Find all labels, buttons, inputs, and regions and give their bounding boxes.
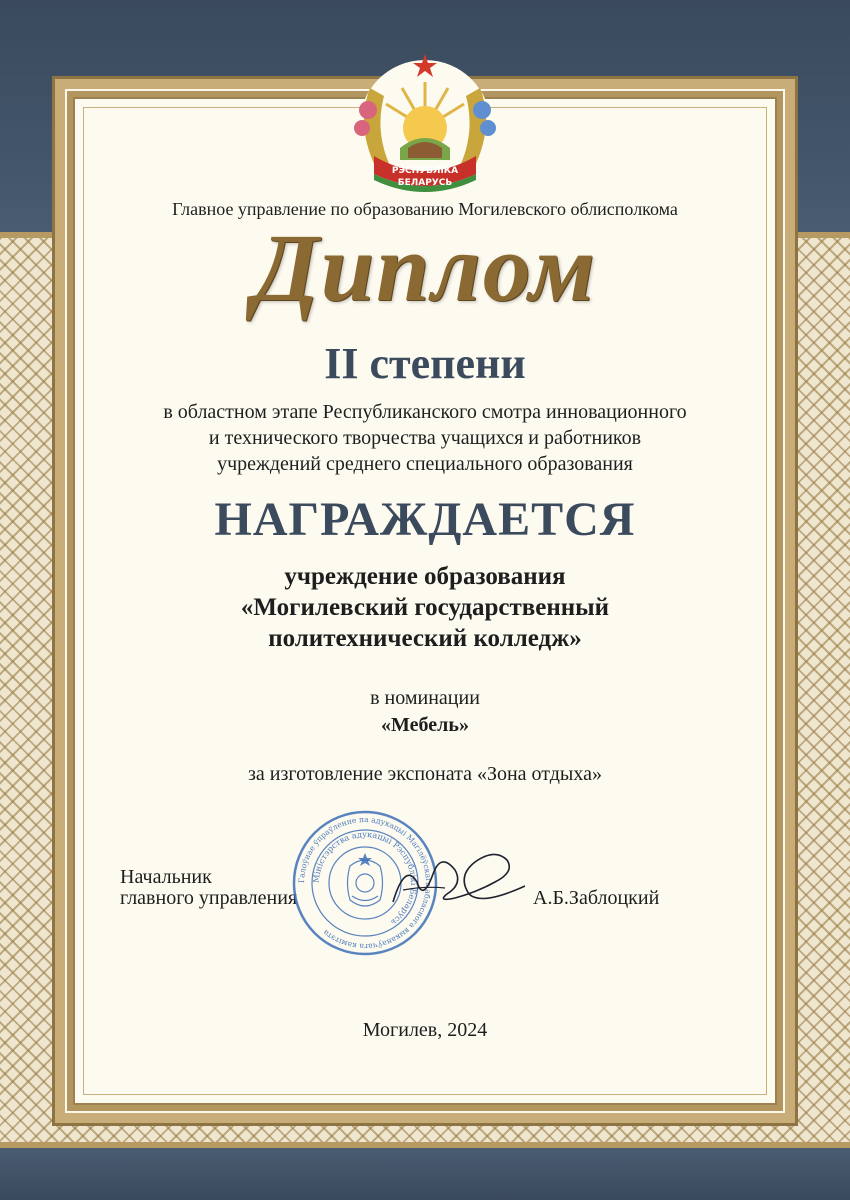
signatory-position-line-2: главного управления: [120, 887, 298, 909]
description-line-1: в областном этапе Республиканского смотра инновационного: [163, 401, 687, 423]
seal-outer-text: Галоўнае ўпраўленне па адукацыі Магілёўскага абласнога выканаўчага камітэта: [296, 814, 434, 952]
institution-line-1: учреждение образования: [284, 563, 566, 590]
description-line-2: и технического творчества учащихся и работников: [208, 427, 642, 449]
handwritten-signature: [385, 842, 530, 914]
nomination-value: «Мебель»: [381, 714, 469, 736]
degree-level: II степени: [324, 339, 526, 388]
diploma-title: Диплом: [253, 214, 597, 321]
emblem-text-belarus: БЕЛАРУСЬ: [397, 178, 453, 188]
nomination-label: в номинации: [370, 687, 480, 709]
signatory-position-line-1: Начальник: [120, 866, 212, 888]
bottom-navy-band: [0, 1148, 850, 1200]
organization-name: Главное управление по образованию Могилевского облисполкома: [172, 199, 678, 219]
seal-inner-text: Міністэрства адукацыі Рэспублікі Беларусь: [310, 828, 420, 928]
city-year: Могилев, 2024: [362, 1019, 488, 1041]
institution-line-2: «Могилевский государственный: [240, 594, 610, 621]
state-emblem-icon: [340, 48, 510, 198]
awarded-heading: НАГРАЖДАЕТСЯ: [214, 493, 636, 546]
emblem-text-republic: РЭСПУБЛІКА: [391, 166, 459, 176]
signatory-name: А.Б.Заблоцкий: [533, 887, 660, 909]
description-line-3: учреждений среднего специального образования: [217, 453, 633, 475]
institution-line-3: политехнический колледж»: [268, 625, 582, 652]
exhibit-description: за изготовление экспоната «Зона отдыха»: [248, 763, 602, 785]
